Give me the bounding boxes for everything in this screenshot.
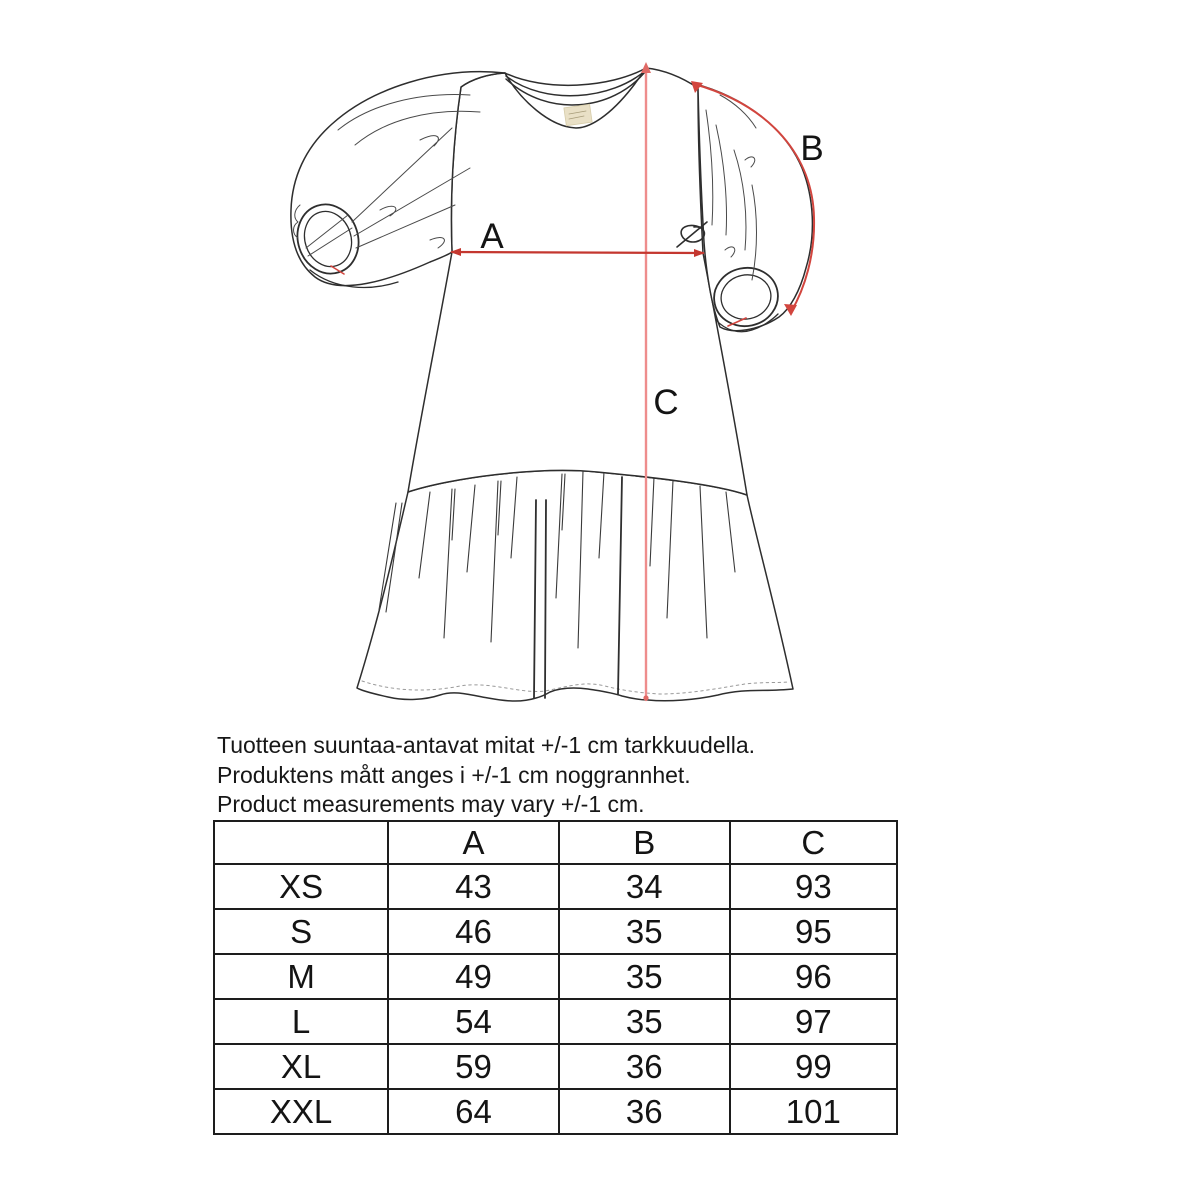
- table-row: [214, 864, 897, 909]
- table-row: [214, 1044, 897, 1089]
- cell-a: 54: [388, 999, 559, 1044]
- cell-a: 64: [388, 1089, 559, 1134]
- cell-b: 35: [559, 909, 730, 954]
- cell-b: 35: [559, 954, 730, 999]
- dress-bodice: [408, 68, 747, 495]
- size-table: [213, 820, 898, 1135]
- col-header-c: C: [730, 821, 897, 864]
- cell-size: XXL: [214, 1089, 388, 1134]
- cell-b: 36: [559, 1089, 730, 1134]
- measure-c-top-arrow: [641, 62, 651, 73]
- cell-c: 101: [730, 1089, 897, 1134]
- measure-label-c: C: [653, 383, 679, 422]
- cell-a: 46: [388, 909, 559, 954]
- measure-c-bottom-dot: [643, 695, 648, 700]
- col-header-size: [214, 821, 388, 864]
- table-row: [214, 1089, 897, 1134]
- measure-label-b: B: [800, 129, 824, 168]
- cell-b: 34: [559, 864, 730, 909]
- cell-c: 99: [730, 1044, 897, 1089]
- cell-size: XL: [214, 1044, 388, 1089]
- cell-c: 95: [730, 909, 897, 954]
- measure-label-a: A: [480, 217, 504, 256]
- table-row: [214, 954, 897, 999]
- right-sleeve: [692, 83, 812, 331]
- col-header-b: B: [559, 821, 730, 864]
- cell-c: 93: [730, 864, 897, 909]
- note-english: Product measurements may vary +/-1 cm.: [217, 791, 645, 817]
- cell-size: L: [214, 999, 388, 1044]
- cell-size: S: [214, 909, 388, 954]
- table-header-row: [214, 821, 897, 864]
- col-header-a: A: [388, 821, 559, 864]
- note-swedish: Produktens mått anges i +/-1 cm noggrannhet.: [217, 761, 691, 788]
- table-row: [214, 909, 897, 954]
- table-row: [214, 999, 897, 1044]
- cell-size: M: [214, 954, 388, 999]
- cell-a: 43: [388, 864, 559, 909]
- note-finnish: Tuotteen suuntaa-antavat mitat +/-1 cm tarkkuudella.: [217, 732, 756, 758]
- cell-c: 96: [730, 954, 897, 999]
- cell-b: 36: [559, 1044, 730, 1089]
- cell-c: 97: [730, 999, 897, 1044]
- sketch-lines: [289, 68, 813, 701]
- cell-b: 35: [559, 999, 730, 1044]
- cell-size: XS: [214, 864, 388, 909]
- cell-a: 49: [388, 954, 559, 999]
- care-label: [564, 104, 592, 125]
- tolerance-notes: [217, 731, 755, 820]
- cell-a: 59: [388, 1044, 559, 1089]
